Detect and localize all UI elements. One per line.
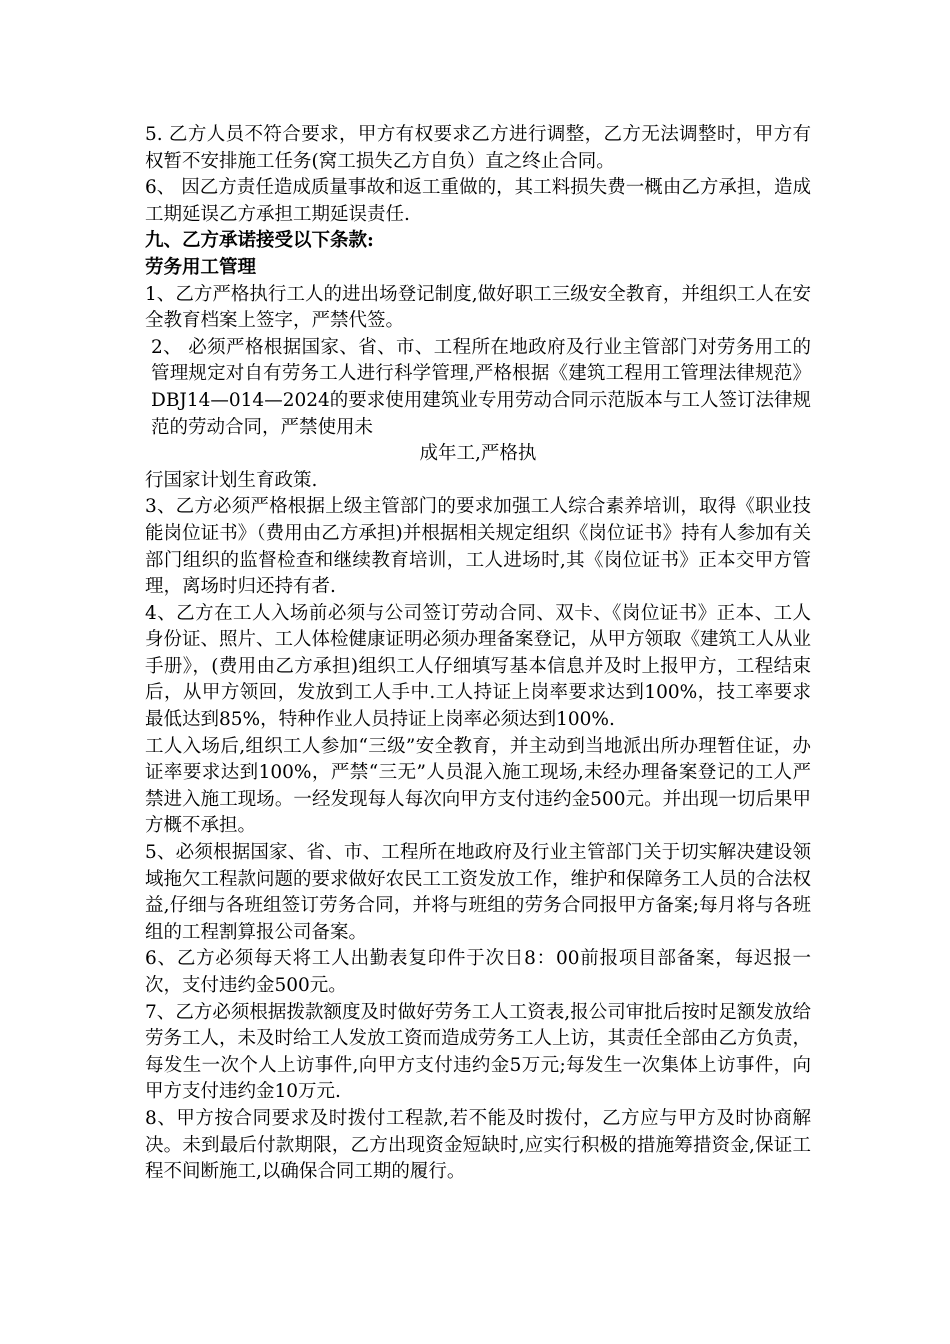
paragraph-item-2: 2、 必须严格根据国家、省、市、工程所在地政府及行业主管部门对劳务用工的管理规定对自有劳务工人进行科学管理,严格根据《建筑工程用工管理法律规范》DBJ14—014—2024的要求使用建筑业专用劳动合同示范版本与工人签订法律规范的劳动合同，严禁使用未	[151, 336, 811, 438]
paragraph-item-2-end: 行国家计划生育政策.	[145, 469, 318, 491]
paragraph-item-2-continued: 成年工,严格执	[419, 443, 537, 465]
paragraph-item-7: 7、乙方必须根据拨款额度及时做好劳务工人工资表,报公司审批后按时足额发放给劳务工人，未及时给工人发放工资而造成劳务工人上访，其责任全部由乙方负责，每发生一次个人上访事件,向甲方支付违约金5万元;每发生一次集体上访事件，向甲方支付违约金10万元.	[145, 1001, 812, 1103]
paragraph-clause-5: 5. 乙方人员不符合要求，甲方有权要求乙方进行调整，乙方无法调整时，甲方有权暂不安排施工任务(窝工损失乙方自负）直之终止合同。	[145, 124, 811, 172]
paragraph-worker-entry: 工人入场后,组织工人参加“三级”安全教育，并主动到当地派出所办理暂住证，办证率要求达到100%，严禁“三无”人员混入施工现场,未经办理备案登记的工人严禁进入施工现场。一经发现每人每次向甲方支付违约金500元。并出现一切后果甲方概不承担。	[145, 735, 811, 837]
document-page	[145, 122, 811, 1186]
paragraph-item-4: 4、乙方在工人入场前必须与公司签订劳动合同、双卡、《岗位证书》正本、工人身份证、照片、工人体检健康证明必须办理备案登记，从甲方领取《建筑工人从业手册》，(费用由乙方承担)组织工人仔细填写基本信息并及时上报甲方，工程结束后，从甲方领回，发放到工人手中.工人持证上岗率要求达到100%，技工率要求最低达到85%，特种作业人员持证上岗率必须达到100%.	[145, 602, 812, 731]
paragraph-item-6: 6、乙方必须每天将工人出勤表复印件于次日8：00前报项目部备案，每迟报一次，支付违约金500元。	[145, 948, 811, 996]
subheading-labor-management: 劳务用工管理	[145, 256, 257, 278]
section-heading-nine: 九、乙方承诺接受以下条款:	[145, 230, 374, 252]
paragraph-item-3: 3、乙方必须严格根据上级主管部门的要求加强工人综合素养培训，取得《职业技能岗位证书》（费用由乙方承担)并根据相关规定组织《岗位证书》持有人参加有关部门组织的监督检查和继续教育培训，工人进场时,其《岗位证书》正本交甲方管理，离场时归还持有者.	[145, 496, 811, 598]
paragraph-clause-6: 6、 因乙方责任造成质量事故和返工重做的，其工料损失费一概由乙方承担，造成工期延误乙方承担工期延误责任.	[145, 177, 811, 225]
paragraph-item-8: 8、甲方按合同要求及时拨付工程款,若不能及时拨付，乙方应与甲方及时协商解决。未到最后付款期限，乙方出现资金短缺时,应实行积极的措施筹措资金,保证工程不间断施工,以确保合同工期的履行。	[145, 1107, 811, 1183]
paragraph-item-5: 5、必须根据国家、省、市、工程所在地政府及行业主管部门关于切实解决建设领域拖欠工程款问题的要求做好农民工工资发放工作，维护和保障务工人员的合法权益,仔细与各班组签订劳务合同，并将与班组的劳务合同报甲方备案;每月将与各班组的工程割算报公司备案。	[145, 842, 812, 943]
paragraph-item-1: 1、乙方严格执行工人的进出场登记制度,做好职工三级安全教育，并组织工人在安全教育档案上签字，严禁代签。	[145, 283, 811, 332]
